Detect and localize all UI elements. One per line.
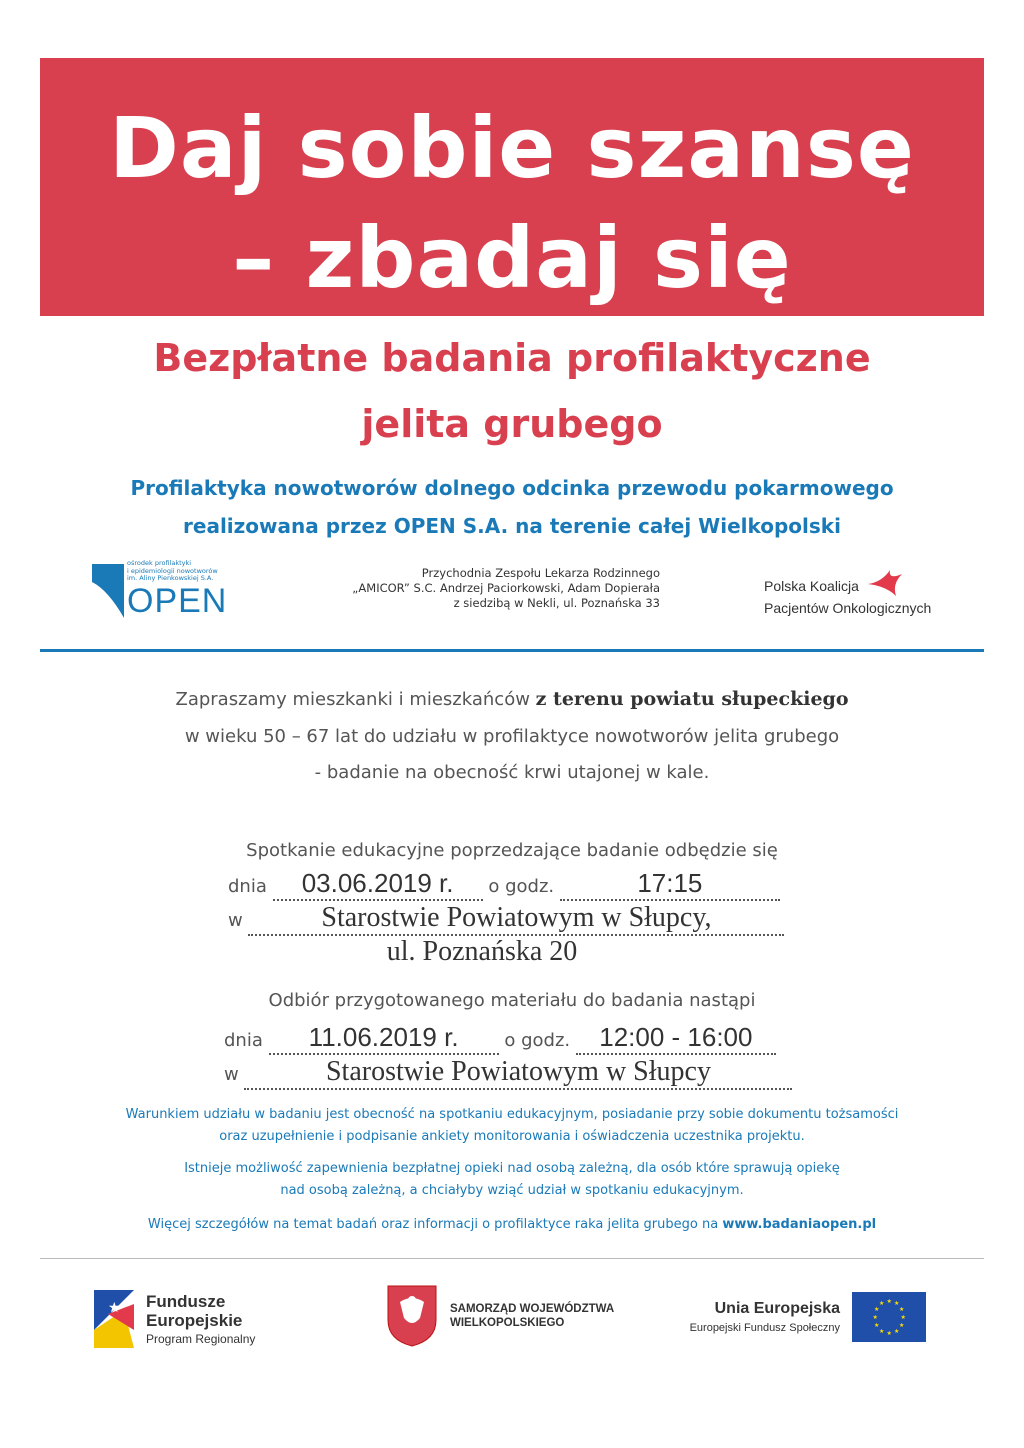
care-note xyxy=(0,1158,1024,1202)
pickup-date: 11.06.2019 r. xyxy=(269,1022,499,1055)
divider xyxy=(40,649,984,652)
coalition-line1: Polska Koalicja xyxy=(764,578,859,594)
fe-title xyxy=(146,1292,242,1330)
meeting-time-label: o godz. xyxy=(488,876,555,897)
pickup-place-row xyxy=(224,1056,814,1090)
pickup-date-label: dnia xyxy=(224,1030,263,1051)
invite-region: z terenu powiatu słupeckiego xyxy=(535,688,849,710)
open-logo-caption xyxy=(127,560,218,583)
invite-line2: w wieku 50 – 67 lat do udziału w profilaktyce nowotworów jelita grubego xyxy=(184,726,840,747)
condition-line2: oraz uzupełnienie i podpisanie ankiety monitorowania i oświadczenia uczestnika projektu. xyxy=(219,1129,805,1144)
swallow-icon xyxy=(866,566,906,600)
title-banner xyxy=(40,58,984,316)
meeting-place-line2: ul. Poznańska 20 xyxy=(386,936,578,967)
banner-title-line2: – zbadaj się xyxy=(232,209,792,307)
meeting-date-label: dnia xyxy=(228,876,267,897)
headline-line1: Bezpłatne badania profilaktyczne xyxy=(153,336,871,380)
pickup-time: 12:00 - 16:00 xyxy=(576,1022,776,1055)
invite-line3: - badanie na obecność krwi utajonej w kale. xyxy=(314,762,710,783)
pickup-place: Starostwie Powiatowym w Słupcy xyxy=(244,1056,792,1090)
eu-line1: Unia Europejska xyxy=(714,1300,840,1317)
eu-text xyxy=(640,1300,840,1334)
condition-note xyxy=(0,1104,1024,1148)
clinic-line2: „AMICOR” S.C. Andrzej Paciorkowski, Adam Dopierała xyxy=(352,581,660,595)
website-link[interactable]: www.badaniaopen.pl xyxy=(722,1217,877,1232)
swk-line2: WIELKOPOLSKIEGO xyxy=(450,1317,565,1329)
pickup-intro: Odbiór przygotowanego materiału do badania nastąpi xyxy=(268,990,756,1011)
eagle-coat-of-arms-icon xyxy=(386,1284,438,1348)
fe-line1: Fundusze xyxy=(146,1292,226,1311)
care-line2: nad osobą zależną, a chciałyby wziąć udział w spotkaniu edukacyjnym. xyxy=(280,1183,744,1198)
meeting-intro: Spotkanie edukacyjne poprzedzające badanie odbędzie się xyxy=(246,840,778,861)
swk-line1: SAMORZĄD WOJEWÓDZTWA xyxy=(450,1303,615,1315)
svg-text:★: ★ xyxy=(874,1306,880,1313)
svg-text:★: ★ xyxy=(879,1300,885,1307)
coalition-logo xyxy=(764,575,931,619)
svg-text:★: ★ xyxy=(872,1314,878,1321)
open-caption-line1: ośrodek profilaktyki xyxy=(127,559,192,567)
svg-text:★: ★ xyxy=(899,1306,905,1313)
svg-text:★: ★ xyxy=(886,1298,892,1305)
more-info-text: Więcej szczegółów na temat badań oraz informacji o profilaktyce raka jelita grubego na xyxy=(147,1217,723,1232)
svg-text:★: ★ xyxy=(899,1322,905,1329)
svg-text:★: ★ xyxy=(894,1328,900,1335)
svg-text:★: ★ xyxy=(900,1314,906,1321)
clinic-info xyxy=(300,566,660,611)
meeting-date-row xyxy=(228,868,808,901)
open-logo-word: OPEN xyxy=(127,582,228,620)
invite-text: Zapraszamy mieszkanki i mieszkańców xyxy=(175,689,536,710)
eu-line2: Europejski Fundusz Społeczny xyxy=(689,1322,840,1334)
fe-logo-icon xyxy=(94,1290,134,1348)
pickup-time-label: o godz. xyxy=(504,1030,571,1051)
swk-title xyxy=(450,1302,614,1330)
meeting-place-row xyxy=(228,902,808,936)
pickup-date-row xyxy=(224,1022,814,1055)
invite-line1 xyxy=(0,688,1024,710)
fe-program: Program Regionalny xyxy=(146,1332,256,1346)
banner-title-line1: Daj sobie szansę xyxy=(109,99,915,197)
meeting-time: 17:15 xyxy=(560,868,780,901)
headline-line2: jelita grubego xyxy=(361,402,663,446)
open-caption-line3: im. Aliny Pienkowskiej S.A. xyxy=(127,574,214,582)
more-info xyxy=(0,1214,1024,1236)
meeting-date: 03.06.2019 r. xyxy=(273,868,483,901)
clinic-line3: z siedzibą w Nekli, ul. Poznańska 33 xyxy=(453,596,660,610)
svg-text:★: ★ xyxy=(108,1300,121,1316)
open-logo-icon xyxy=(90,562,126,620)
care-line1: Istnieje możliwość zapewnienia bezpłatnej opieki nad osobą zależną, dla osób które sprawują opiekę xyxy=(184,1161,840,1176)
svg-text:★: ★ xyxy=(894,1300,900,1307)
open-caption-line2: i epidemiologii nowotworów xyxy=(127,566,218,575)
subtitle-line1: Profilaktyka nowotworów dolnego odcinka przewodu pokarmowego xyxy=(130,476,894,500)
meeting-place-label: w xyxy=(228,910,243,931)
subtitle-line2: realizowana przez OPEN S.A. na terenie całej Wielkopolski xyxy=(183,514,841,538)
svg-text:★: ★ xyxy=(879,1328,885,1335)
coalition-line2: Pacjentów Onkologicznych xyxy=(764,600,932,616)
footer-divider xyxy=(40,1258,984,1259)
svg-text:★: ★ xyxy=(886,1330,892,1337)
meeting-place-line1: Starostwie Powiatowym w Słupcy, xyxy=(248,902,784,936)
pickup-place-label: w xyxy=(224,1064,239,1085)
condition-line1: Warunkiem udziału w badaniu jest obecność na spotkaniu edukacyjnym, posiadanie przy sobie dokumentu tożsamości xyxy=(125,1107,899,1122)
svg-text:★: ★ xyxy=(874,1322,880,1329)
fe-line2: Europejskie xyxy=(146,1311,243,1330)
clinic-line1: Przychodnia Zespołu Lekarza Rodzinnego xyxy=(421,566,660,580)
eu-flag-icon xyxy=(852,1292,926,1342)
